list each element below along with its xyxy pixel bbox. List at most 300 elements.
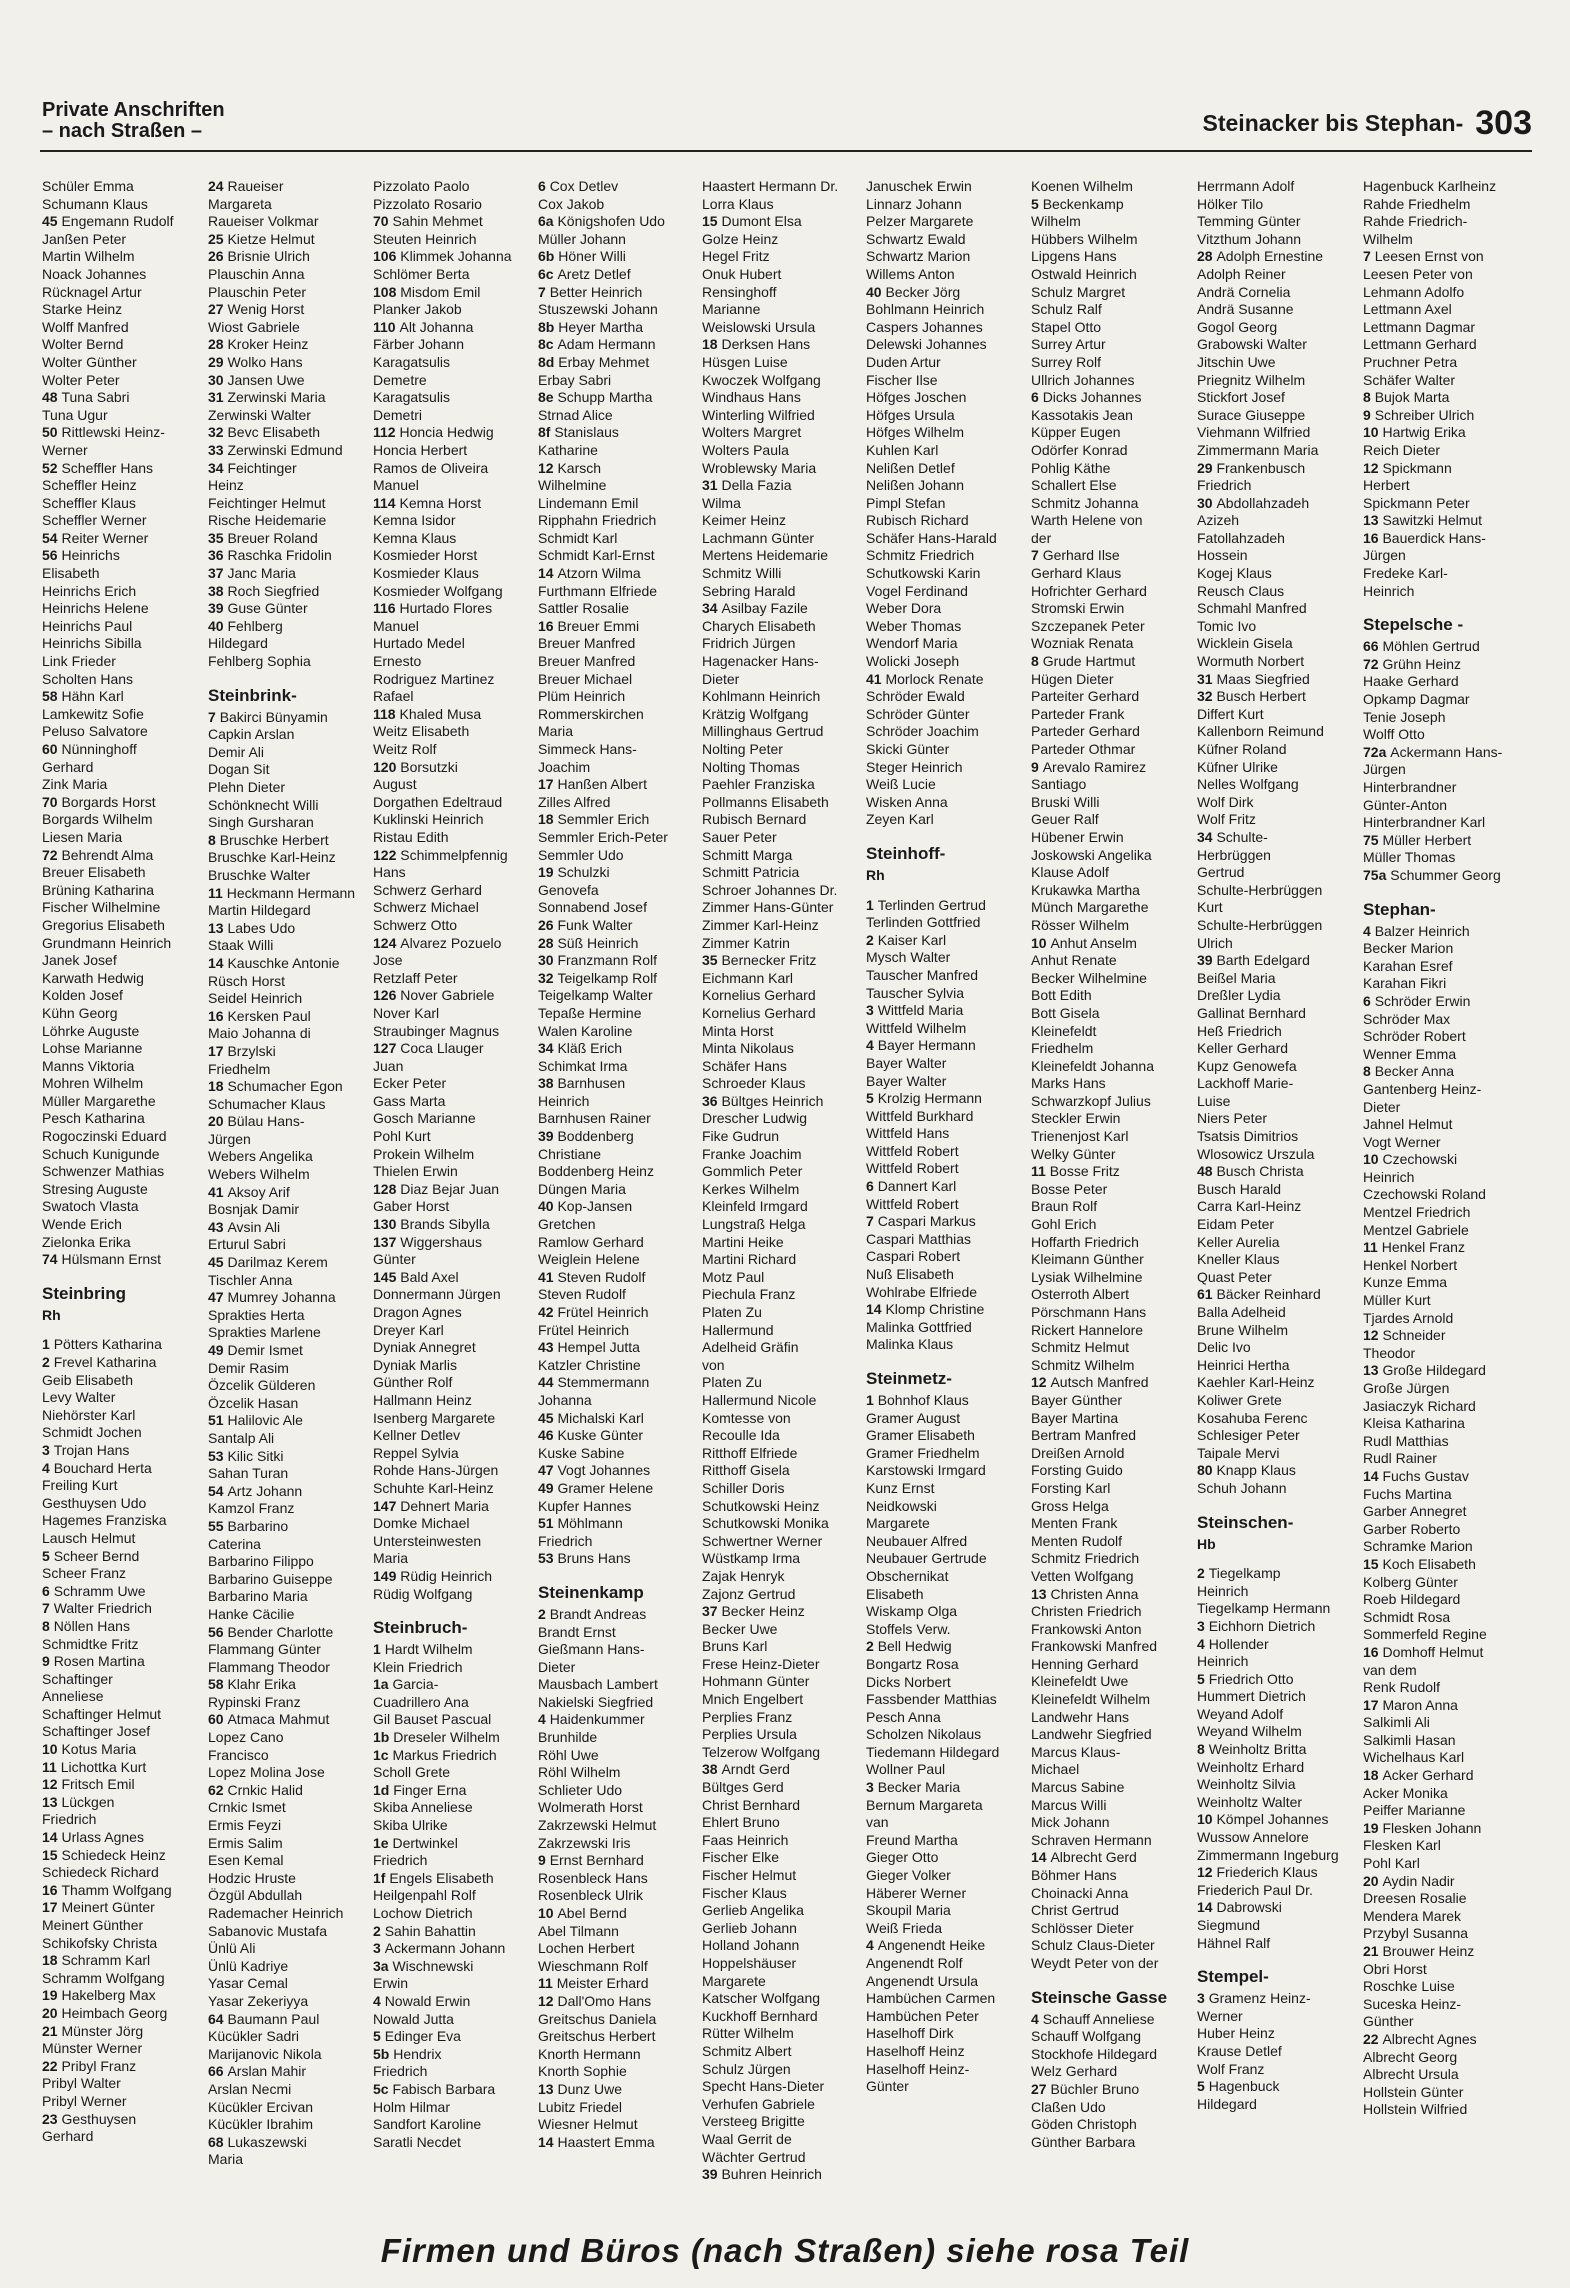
- directory-entry: Schwertner Werner: [702, 1532, 823, 1549]
- directory-entry: Kuhlen Karl: [866, 441, 939, 458]
- house-number: 1f: [373, 1869, 390, 1886]
- directory-entry: [208, 2134, 370, 2152]
- house-number: 7: [42, 1600, 54, 1617]
- directory-entry: Kleinefeldt: [1031, 1022, 1097, 1039]
- directory-entry: Schuh Johann: [1197, 1479, 1287, 1496]
- directory-entry: [208, 709, 370, 727]
- directory-entry: Zimmermann Maria: [1197, 441, 1319, 458]
- directory-entry: Wiost Gabriele: [208, 318, 300, 335]
- resident-name: Scheffler Hans: [61, 459, 154, 476]
- directory-entry: Tomic Ivo: [1197, 617, 1257, 634]
- directory-entry: Schmidt Karl: [538, 529, 618, 546]
- directory-entry: [373, 706, 535, 724]
- directory-entry: Komtesse von: [702, 1409, 791, 1426]
- directory-entry: Margareta: [208, 195, 272, 212]
- resident-name: Vogt Johannes: [557, 1462, 651, 1479]
- directory-entry: Nelles Wolfgang: [1197, 776, 1299, 793]
- directory-entry: Karahan Esref: [1363, 957, 1453, 974]
- resident-name: Hurtado Flores: [399, 600, 493, 617]
- directory-entry: Mentzel Gabriele: [1363, 1221, 1469, 1238]
- directory-entry: Zakrzewski Helmut: [538, 1817, 657, 1834]
- house-number: 7: [1363, 248, 1375, 265]
- directory-entry: Wolter Bernd: [42, 336, 124, 353]
- directory-entry: Schmitz Friedrich: [1031, 1550, 1140, 1567]
- directory-entry: Hegel Fritz: [702, 248, 770, 265]
- directory-entry: Feichtinger Helmut: [208, 494, 326, 511]
- house-number: 14: [538, 2133, 558, 2150]
- resident-name: Kroker Heinz: [227, 336, 309, 353]
- resident-name: Bakirci Bünyamin: [219, 708, 328, 725]
- directory-entry: Heinrich: [1197, 1582, 1249, 1599]
- directory-entry: [208, 1289, 370, 1307]
- directory-entry: Bültges Gerd: [702, 1779, 784, 1796]
- resident-name: Garcia-: [392, 1676, 439, 1693]
- directory-entry: Kosmieder Klaus: [373, 565, 479, 582]
- directory-entry: [1197, 1636, 1359, 1654]
- directory-entry: Schwartz Ewald: [866, 230, 966, 247]
- directory-entry: Gohl Erich: [1031, 1216, 1097, 1233]
- directory-entry: [1031, 1849, 1193, 1867]
- directory-entry: Günther: [1363, 2013, 1414, 2030]
- directory-entry: [42, 1776, 204, 1794]
- directory-entry: Wolff Otto: [1363, 726, 1425, 743]
- directory-entry: Schlömer Berta: [373, 265, 470, 282]
- directory-entry: Borgards Wilhelm: [42, 811, 153, 828]
- house-number: 37: [702, 1603, 722, 1620]
- resident-name: Dunz Uwe: [557, 2080, 623, 2097]
- directory-entry: Kücükler Sadri: [208, 2028, 300, 2045]
- directory-entry: Pribyl Walter: [42, 2075, 121, 2092]
- directory-entry: Friedrich: [42, 1811, 97, 1828]
- directory-entry: Ünlü Kadriye: [208, 1957, 289, 1974]
- resident-name: Urlass Agnes: [61, 1829, 144, 1846]
- directory-entry: Plüm Heinrich: [538, 688, 626, 705]
- directory-entry: [373, 1269, 535, 1287]
- directory-entry: [208, 600, 370, 618]
- directory-entry: [42, 547, 204, 565]
- resident-name: Honcia Hedwig: [399, 424, 494, 441]
- directory-entry: Sahan Turan: [208, 1465, 289, 1482]
- resident-name: Engels Elisabeth: [389, 1869, 494, 1886]
- directory-entry: Hübbers Wilhelm: [1031, 230, 1138, 247]
- directory-entry: [208, 1043, 370, 1061]
- directory-entry: Holm Hilmar: [373, 2098, 450, 2115]
- directory-entry: Weyand Adolf: [1197, 1705, 1284, 1722]
- directory-entry: [866, 1937, 1028, 1955]
- resident-name: Becker Jörg: [885, 283, 961, 300]
- directory-entry: [538, 1374, 700, 1392]
- house-number: 39: [1197, 952, 1217, 969]
- house-number: 14: [1031, 1849, 1051, 1866]
- resident-name: Münster Jörg: [61, 2022, 144, 2039]
- directory-entry: Schumann Klaus: [42, 195, 148, 212]
- directory-entry: [42, 1899, 204, 1917]
- directory-entry: Bruschke Karl-Heinz: [208, 849, 336, 866]
- directory-entry: [1363, 389, 1525, 407]
- house-number: 10: [1197, 1811, 1217, 1828]
- directory-entry: [208, 885, 370, 903]
- resident-name: Domhoff Helmut: [1382, 1643, 1484, 1660]
- house-number: 9: [538, 1852, 550, 1869]
- directory-entry: Schutkowski Monika: [702, 1515, 829, 1532]
- resident-name: Gesthuysen: [61, 2110, 137, 2127]
- resident-name: Breuer Roland: [227, 529, 318, 546]
- directory-entry: [702, 1761, 864, 1779]
- directory-entry: Webers Angelika: [208, 1148, 313, 1165]
- directory-entry: Heinrichs Sibilla: [42, 635, 142, 652]
- directory-entry: [373, 495, 535, 513]
- directory-entry: [42, 1583, 204, 1601]
- resident-name: Janc Maria: [227, 565, 296, 582]
- directory-entry: Johanna: [538, 1391, 592, 1408]
- directory-entry: Braun Rolf: [1031, 1198, 1098, 1215]
- resident-name: Gramenz Heinz-: [1208, 1990, 1311, 2007]
- directory-entry: Martin Hildegard: [208, 902, 311, 919]
- resident-name: Dumont Elsa: [721, 213, 802, 230]
- directory-entry: Wolf Franz: [1197, 2060, 1265, 2077]
- directory-entry: Gießmann Hans-: [538, 1641, 645, 1658]
- directory-entry: Yasar Cemal: [208, 1975, 288, 1992]
- directory-entry: Manns Viktoria: [42, 1057, 135, 1074]
- directory-entry: Mentzel Friedrich: [1363, 1204, 1471, 1221]
- directory-entry: Böhmer Hans: [1031, 1867, 1117, 1883]
- directory-entry: Schramm Wolfgang: [42, 1969, 165, 1986]
- directory-entry: Bott Edith: [1031, 987, 1092, 1004]
- directory-entry: [373, 2046, 535, 2064]
- directory-entry: Schulz Ralf: [1031, 301, 1102, 318]
- directory-entry: Rosenbleck Hans: [538, 1869, 648, 1886]
- resident-name: Diaz Bejar Juan: [400, 1180, 500, 1197]
- directory-entry: Scheer Franz: [42, 1565, 127, 1582]
- house-number: 10: [538, 1905, 558, 1921]
- house-number: 21: [42, 2022, 62, 2039]
- resident-name: Mumrey Johanna: [227, 1289, 336, 1306]
- directory-entry: Gramer August: [866, 1409, 961, 1426]
- directory-column: [208, 178, 370, 2169]
- directory-entry: [1363, 1362, 1525, 1380]
- directory-entry: Nelißen Detlef: [866, 459, 955, 476]
- resident-name: Anhut Anselm: [1050, 934, 1137, 951]
- directory-entry: Schlesiger Peter: [1197, 1427, 1300, 1444]
- directory-entry: [538, 1905, 700, 1923]
- directory-entry: Katzler Christine: [538, 1356, 641, 1373]
- resident-name: Buhren Heinrich: [721, 2166, 822, 2183]
- directory-entry: Semmler Udo: [538, 846, 624, 863]
- directory-entry: [702, 1093, 864, 1111]
- directory-entry: Flesken Karl: [1363, 1837, 1441, 1854]
- house-number: 66: [1363, 638, 1383, 655]
- resident-name: Engemann Rudolf: [61, 213, 174, 230]
- directory-entry: [208, 442, 370, 460]
- house-number: 32: [1197, 688, 1217, 705]
- directory-entry: Wittfeld Robert: [866, 1142, 959, 1159]
- directory-entry: [866, 1638, 1028, 1656]
- resident-name: Schummer Georg: [1390, 866, 1501, 883]
- directory-entry: Gerhard Klaus: [1031, 565, 1122, 582]
- house-number: 6b: [538, 248, 559, 265]
- directory-entry: Höfges Joschen: [866, 389, 967, 406]
- directory-entry: [42, 1354, 204, 1372]
- directory-entry: Hohmann Günter: [702, 1673, 810, 1690]
- directory-entry: [208, 2011, 370, 2029]
- directory-entry: Rüsch Horst: [208, 972, 286, 989]
- directory-entry: Gallinat Bernhard: [1197, 1004, 1306, 1021]
- directory-entry: Hurtado Medel: [373, 635, 465, 652]
- directory-entry: Schmitz Helmut: [1031, 1339, 1130, 1356]
- directory-entry: [538, 1993, 700, 2011]
- directory-entry: Steckler Erwin: [1031, 1110, 1121, 1127]
- directory-entry: [1197, 829, 1359, 847]
- directory-entry: Wohlrabe Elfriede: [866, 1283, 978, 1300]
- directory-entry: Wlosowicz Urszula: [1197, 1145, 1315, 1162]
- directory-entry: Gerlieb Johann: [702, 1919, 797, 1936]
- directory-entry: [866, 932, 1028, 950]
- resident-name: Kilic Sitki: [227, 1447, 284, 1464]
- resident-name: Henkel Franz: [1381, 1239, 1465, 1256]
- directory-entry: Hans: [373, 864, 406, 881]
- house-number: 13: [538, 2080, 558, 2097]
- house-number: 7: [1031, 547, 1043, 564]
- directory-entry: [538, 284, 700, 302]
- house-number: 4: [866, 1937, 878, 1954]
- directory-entry: Haselhoff Heinz: [866, 2042, 965, 2059]
- directory-entry: Kleinefeldt Uwe: [1031, 1673, 1129, 1690]
- resident-name: Becker Maria: [877, 1779, 961, 1796]
- directory-column: [538, 178, 700, 2151]
- directory-entry: Ritthoff Gisela: [702, 1462, 790, 1479]
- resident-name: Semmler Erich: [557, 811, 650, 828]
- house-number: 11: [1363, 1239, 1382, 1256]
- directory-entry: Hagenbuck Karlheinz: [1363, 178, 1497, 194]
- directory-entry: Müller Johann: [538, 230, 626, 247]
- resident-name: Schauff Anneliese: [1042, 2010, 1155, 2027]
- directory-entry: Balla Adelheid: [1197, 1304, 1286, 1320]
- directory-entry: Fassbender Matthias: [866, 1691, 997, 1708]
- house-number: 108: [373, 283, 401, 300]
- directory-entry: Schmitt Marga: [702, 846, 793, 863]
- house-number: 51: [208, 1412, 228, 1429]
- directory-entry: Fischer Wilhelmine: [42, 899, 161, 916]
- directory-entry: Koenen Wilhelm: [1031, 178, 1133, 194]
- street-heading: Steinbrink-: [208, 685, 297, 705]
- house-number: 45: [42, 213, 62, 230]
- directory-entry: Klause Adolf: [1031, 864, 1109, 881]
- street-heading: Steinsche Gasse: [1031, 1987, 1168, 2007]
- directory-entry: Ulrich: [1197, 934, 1233, 951]
- directory-entry: Gretchen: [538, 1216, 596, 1233]
- directory-entry: Scheffler Heinz: [42, 477, 137, 494]
- directory-entry: Karahan Fikri: [1363, 975, 1447, 992]
- directory-entry: [866, 1002, 1028, 1020]
- house-number: 10: [1031, 934, 1051, 951]
- directory-entry: [866, 897, 1028, 915]
- resident-name: Dehnert Maria: [400, 1497, 489, 1514]
- resident-name: Michalski Karl: [557, 1409, 644, 1426]
- house-number: 37: [208, 565, 228, 582]
- directory-entry: Noack Johannes: [42, 265, 147, 282]
- directory-entry: [1197, 1565, 1359, 1583]
- directory-entry: Heinz: [208, 477, 244, 494]
- directory-entry: Rüdig Wolfgang: [373, 1585, 473, 1602]
- directory-entry: Martini Richard: [702, 1251, 797, 1268]
- directory-entry: Haselhoff Dirk: [866, 2025, 954, 2042]
- directory-entry: Landwehr Siegfried: [1031, 1726, 1152, 1743]
- resident-name: Labes Udo: [227, 919, 296, 936]
- directory-entry: Vitzthum Johann: [1197, 230, 1302, 247]
- house-number: 15: [42, 1846, 62, 1863]
- house-number: 12: [538, 1992, 558, 2009]
- directory-entry: Siegmund: [1197, 1917, 1261, 1933]
- resident-name: Aksoy Arif: [227, 1183, 290, 1200]
- directory-entry: Hildegard: [208, 635, 268, 652]
- house-number: 20: [42, 2004, 62, 2021]
- directory-entry: [538, 776, 700, 794]
- directory-entry: Paehler Franziska: [702, 776, 815, 793]
- directory-entry: Piechula Franz: [702, 1286, 796, 1303]
- directory-entry: [373, 1216, 535, 1234]
- house-number: 1c: [373, 1746, 393, 1763]
- house-number: 32: [538, 969, 558, 986]
- directory-entry: Hinterbrandner Karl: [1363, 814, 1486, 831]
- house-number: 42: [538, 1304, 558, 1320]
- house-number: 3: [1197, 1990, 1209, 2007]
- directory-entry: [538, 1852, 700, 1870]
- directory-entry: Scholzen Nikolaus: [866, 1726, 982, 1743]
- resident-name: Jansen Uwe: [227, 371, 305, 388]
- house-number: 72: [1363, 655, 1383, 672]
- directory-entry: Schwenzer Mathias: [42, 1163, 165, 1180]
- directory-entry: Plauschin Peter: [208, 283, 307, 300]
- directory-entry: Huber Heinz: [1197, 2025, 1275, 2042]
- directory-entry: Bosnjak Damir: [208, 1201, 300, 1218]
- directory-entry: Priegnitz Wilhelm: [1197, 371, 1306, 388]
- directory-entry: Santiago: [1031, 776, 1087, 793]
- resident-name: Thamm Wolfgang: [61, 1881, 172, 1898]
- directory-entry: Pörschmann Hans: [1031, 1304, 1147, 1320]
- directory-entry: Kleisa Katharina: [1363, 1415, 1465, 1432]
- directory-entry: Sandfort Karoline: [373, 2116, 482, 2133]
- directory-entry: Dreyer Karl: [373, 1321, 444, 1338]
- directory-entry: [373, 1040, 535, 1058]
- directory-entry: Roeb Hildegard: [1363, 1591, 1461, 1608]
- directory-entry: Andrä Cornelia: [1197, 283, 1291, 300]
- directory-entry: Sabanovic Mustafa: [208, 1922, 328, 1939]
- directory-entry: [1197, 671, 1359, 689]
- directory-entry: Joachim: [538, 758, 591, 775]
- directory-entry: Domke Michael: [373, 1515, 470, 1532]
- directory-entry: Weislowski Ursula: [702, 318, 816, 335]
- directory-entry: Schaftinger: [42, 1670, 113, 1687]
- directory-entry: [42, 2023, 204, 2041]
- resident-name: Nünninghoff: [61, 741, 137, 757]
- resident-name: Bruns Hans: [557, 1550, 631, 1567]
- directory-entry: Jahnel Helmut: [1363, 1116, 1453, 1133]
- house-number: 14: [208, 954, 228, 971]
- house-number: 8: [1031, 653, 1043, 670]
- directory-entry: Szczepanek Peter: [1031, 617, 1145, 634]
- directory-entry: [208, 248, 370, 266]
- directory-entry: Jasiaczyk Richard: [1363, 1397, 1476, 1414]
- directory-entry: [538, 1410, 700, 1428]
- directory-entry: Schwartz Marion: [866, 248, 971, 265]
- directory-entry: Kunz Ernst: [866, 1479, 935, 1496]
- directory-entry: Staak Willi: [208, 937, 274, 954]
- house-number: 39: [538, 1128, 558, 1145]
- resident-name: Asilbay Fazile: [721, 600, 808, 617]
- directory-column: [1197, 178, 1359, 2113]
- directory-entry: Friedrich: [373, 2063, 428, 2080]
- directory-entry: Bongartz Rosa: [866, 1655, 959, 1672]
- directory-entry: Rohde Hans-Jürgen: [373, 1462, 499, 1479]
- resident-name: Große Hildegard: [1382, 1362, 1486, 1379]
- resident-name: Becker Heinz: [721, 1603, 805, 1620]
- house-number: 1a: [373, 1676, 393, 1693]
- house-number: 16: [538, 617, 558, 634]
- street-heading: Stepelsche -: [1363, 615, 1464, 635]
- directory-entry: Maria: [373, 1550, 409, 1567]
- directory-entry: Pohl Kurt: [373, 1128, 431, 1145]
- directory-entry: Gass Marta: [373, 1092, 446, 1109]
- directory-entry: [538, 1975, 700, 1993]
- directory-entry: Rösser Wilhelm: [1031, 916, 1130, 933]
- directory-entry: Genovefa: [538, 881, 599, 898]
- directory-entry: [1197, 1864, 1359, 1882]
- directory-entry: Sauer Peter: [702, 828, 777, 845]
- house-number: 106: [373, 248, 401, 265]
- directory-entry: Hagemes Franziska: [42, 1512, 167, 1529]
- house-number: 6c: [538, 265, 558, 282]
- directory-entry: Schumacher Klaus: [208, 1095, 326, 1112]
- directory-entry: [373, 2028, 535, 2046]
- directory-entry: Kleinefeldt Johanna: [1031, 1057, 1154, 1074]
- resident-name: Barbarino: [227, 1517, 289, 1534]
- directory-entry: Niehörster Karl: [42, 1406, 136, 1423]
- directory-entry: [373, 1641, 535, 1659]
- directory-entry: Schulz Margret: [1031, 283, 1126, 300]
- directory-entry: [208, 832, 370, 850]
- directory-entry: [1031, 547, 1193, 565]
- street-heading: Steinenkamp: [538, 1582, 644, 1602]
- resident-name: Scheer Bernd: [53, 1547, 140, 1564]
- directory-entry: Mohren Wilhelm: [42, 1075, 144, 1092]
- directory-column: [866, 178, 1028, 2096]
- resident-name: Stemmermann: [557, 1374, 650, 1391]
- resident-name: Haidenkummer: [549, 1711, 645, 1728]
- house-number: 70: [373, 213, 393, 230]
- directory-entry: Tiedemann Hildegard: [866, 1743, 1000, 1760]
- directory-entry: Kallenborn Reimund: [1197, 723, 1324, 740]
- house-number: 46: [538, 1427, 558, 1444]
- directory-entry: Salkimli Hasan: [1363, 1731, 1456, 1748]
- directory-entry: [1363, 923, 1525, 941]
- house-number: 54: [42, 529, 62, 546]
- house-number: 8: [42, 1617, 54, 1634]
- directory-entry: Andrä Susanne: [1197, 301, 1294, 318]
- directory-entry: [208, 1412, 370, 1430]
- house-number: 25: [208, 230, 228, 247]
- directory-entry: Krätzig Wolfgang: [702, 705, 809, 722]
- directory-entry: Grabowski Walter: [1197, 336, 1307, 353]
- directory-entry: Hanke Cäcilie: [208, 1605, 295, 1622]
- house-number: 60: [42, 741, 62, 757]
- directory-entry: Dorgathen Edeltraud: [373, 793, 503, 810]
- house-number: 3: [373, 1940, 385, 1957]
- directory-entry: [1363, 1556, 1525, 1574]
- directory-entry: Rütter Wilhelm: [702, 2025, 794, 2042]
- directory-entry: van dem: [1363, 1661, 1417, 1678]
- directory-entry: Heinrich: [538, 1092, 590, 1109]
- resident-name: Borsutzki: [400, 758, 458, 775]
